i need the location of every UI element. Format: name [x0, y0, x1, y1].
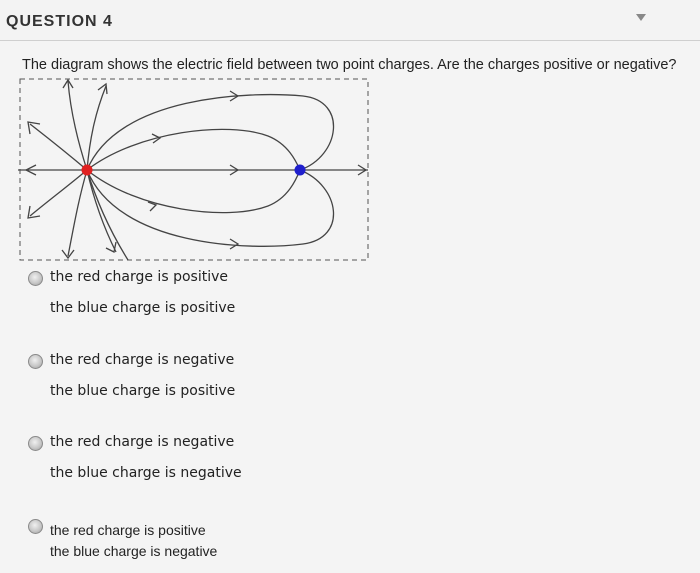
arrow-up-right: [98, 84, 107, 94]
option-4-line-1: the red charge is positive: [50, 522, 206, 538]
arrow-down-right: [106, 242, 116, 252]
radio-button-1[interactable]: [28, 271, 43, 286]
electric-field-diagram: [18, 76, 370, 264]
question-number: QUESTION 4: [6, 13, 113, 30]
option-1-line-2: the blue charge is positive: [50, 300, 236, 316]
option-1-line-1: the red charge is positive: [50, 269, 228, 285]
option-3-line-1: the red charge is negative: [50, 434, 235, 450]
answer-option-2[interactable]: [28, 352, 268, 402]
field-lines: [18, 79, 368, 260]
arrow-outer-bottom: [230, 239, 238, 249]
answer-option-3[interactable]: [28, 434, 268, 484]
radio-button-2[interactable]: [28, 354, 43, 369]
option-4-line-2: the blue charge is negative: [50, 543, 218, 559]
question-header: [0, 0, 700, 41]
option-3-line-2: the blue charge is negative: [50, 465, 242, 481]
outer-loop-top: [87, 95, 334, 170]
red-charge: [82, 165, 93, 176]
option-2-line-2: the blue charge is positive: [50, 383, 236, 399]
blue-charge: [295, 165, 306, 176]
answer-option-4[interactable]: [28, 517, 268, 563]
radial-left-down: [30, 170, 87, 216]
radio-button-3[interactable]: [28, 436, 43, 451]
radio-button-4[interactable]: [28, 519, 43, 534]
radial-left-up: [30, 124, 87, 170]
answer-option-1[interactable]: [28, 269, 268, 319]
question-text: The diagram shows the electric field between two point charges. Are the charges positive or negative?: [22, 57, 677, 73]
inner-loop-top: [87, 129, 300, 170]
option-2-line-1: the red charge is negative: [50, 352, 235, 368]
collapse-arrow-icon[interactable]: [636, 14, 646, 21]
outer-loop-bottom: [87, 170, 334, 246]
inner-loop-bottom: [87, 170, 300, 213]
arrow-left-up: [28, 122, 40, 134]
radial-up-right: [87, 86, 106, 170]
